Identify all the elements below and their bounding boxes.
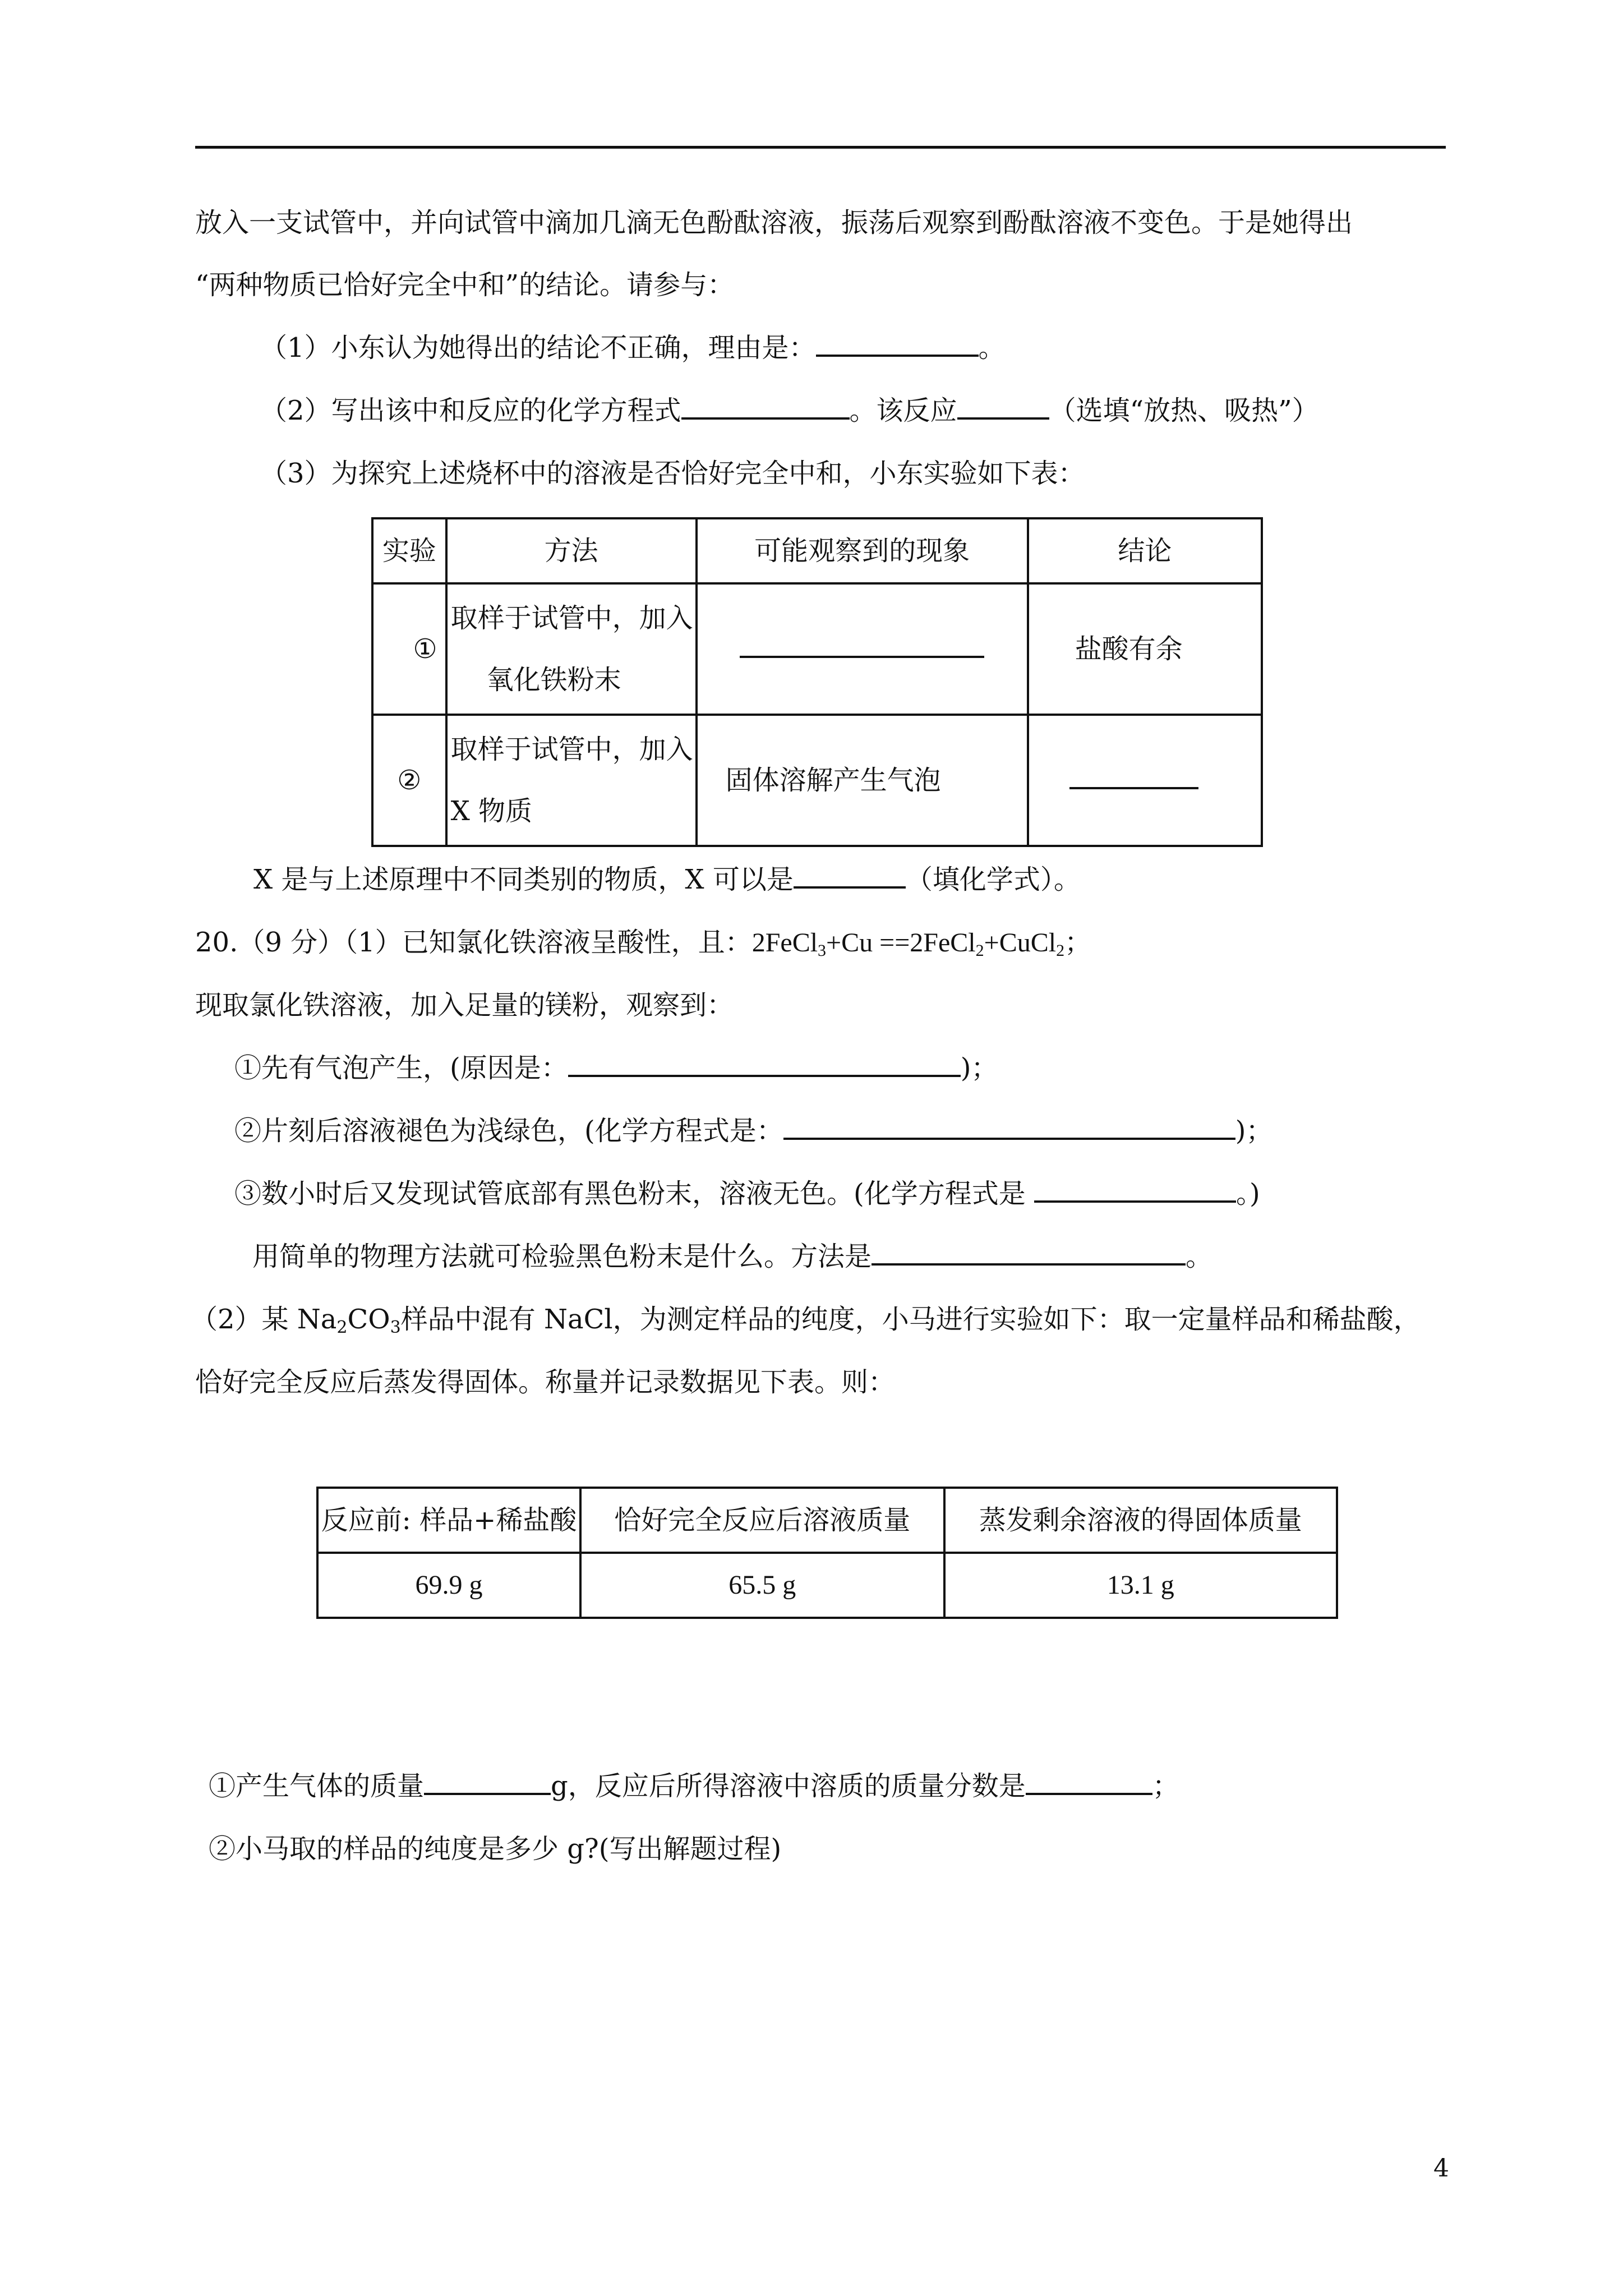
q20-header [195,924,1091,961]
q20-part2-line1 [191,1301,1421,1337]
answer-blank[interactable] [424,1768,551,1795]
physical-method-line [252,1239,1212,1274]
q19-x-text: X 是与上述原理中不同类别的物质，X 可以是 [253,864,794,895]
table-header-row [372,518,1262,583]
conclusion-cell [1028,715,1262,846]
formula-subscript: 2 [336,1318,348,1337]
observation-1-text: ①先有气泡产生，(原因是： [234,1052,568,1084]
header-rule [195,146,1446,149]
header-cell: 结论 [1028,518,1262,583]
q19-part1 [260,330,1006,366]
observation-2-suffix: )； [1235,1115,1273,1147]
answer-blank[interactable] [1026,1768,1152,1795]
method-line: X 物质 [450,795,532,827]
answer-blank[interactable] [568,1050,961,1077]
q19-part2 [260,393,1319,429]
answer-blank[interactable] [794,862,906,889]
table-row [372,583,1262,715]
text-part: 样品中混有 NaCl，为测定样品的纯度，小马进行实验如下：取一定量样品和稀盐酸， [400,1304,1421,1335]
header-cell: 蒸发剩余溶液的得固体质量 [944,1488,1337,1553]
q20-equation [752,928,1064,958]
q20-line-2: 现取氯化铁溶液，加入足量的镁粉，观察到： [195,990,734,1021]
q19-part1-suffix: 。 [978,332,1006,364]
table-header-row [317,1488,1337,1553]
experiment-table [371,517,1263,847]
row-id: ① [372,583,446,715]
table-row [372,715,1262,846]
text-part: CO [347,1304,390,1335]
q19-x-line [253,862,1081,898]
answer-blank[interactable] [957,393,1049,420]
answer-blank[interactable] [783,1113,1235,1140]
observation-1-suffix: )； [960,1052,998,1084]
q19-part2-text: （2）写出该中和反应的化学方程式 [260,395,681,426]
q20-part2-line2: 恰好完全反应后蒸发得固体。称量并记录数据见下表。则： [195,1366,896,1398]
answer-blank[interactable] [816,330,979,357]
value-cell: 69.9 g [317,1553,580,1618]
q19-part3: （3）为探究上述烧杯中的溶液是否恰好完全中和，小东实验如下表： [260,458,1085,489]
answer-1-suffix: ； [1152,1770,1179,1802]
header-cell: 方法 [446,518,697,583]
observation-3 [234,1176,1260,1212]
q19-part1-text: （1）小东认为她得出的结论不正确，理由是： [260,332,816,364]
q19-part2-suffix: （选填“放热、吸热”） [1049,395,1319,426]
q19-part2-mid: 。该反应 [849,395,957,426]
observation-2 [234,1113,1272,1149]
intro-line-1: 放入一支试管中，并向试管中滴加几滴无色酚酞溶液，振荡后观察到酚酞溶液不变色。于是她得出 [195,207,1353,238]
equation-end: ； [1064,927,1092,958]
q20-header-text: 20.（9 分）（1）已知氯化铁溶液呈酸性，且： [195,927,752,958]
observation-1 [234,1050,998,1086]
phenomenon-cell [697,583,1028,715]
answer-blank[interactable] [872,1239,1186,1266]
header-cell: 可能观察到的现象 [697,518,1028,583]
method-line: 取样于试管中，加入 [450,734,693,765]
method-line: 氧化铁粉末 [486,664,621,696]
table-row [317,1553,1337,1618]
method-line: 取样于试管中，加入 [450,602,693,634]
answer-blank[interactable] [740,631,984,658]
text-part: （2）某 Na [191,1304,337,1335]
intro-line-2: “两种物质已恰好完全中和”的结论。请参与： [195,269,735,301]
row-id: ② [372,715,446,846]
answer-1-text: ①产生气体的质量 [209,1770,425,1802]
equation-subscript: 2 [975,941,984,960]
formula-subscript: 3 [390,1318,401,1337]
header-cell: 恰好完全反应后溶液质量 [580,1488,944,1553]
page-number: 4 [1433,2154,1449,2183]
answer-blank[interactable] [1069,762,1198,789]
header-cell: 反应前: 样品+稀盐酸 [317,1488,580,1553]
method-cell [446,715,697,846]
equation-subscript: 2 [1056,941,1065,960]
equation-part: +CuCl [984,928,1057,958]
answer-line-2: ②小马取的样品的纯度是多少 g?(写出解题过程) [209,1833,782,1865]
method-cell [446,583,697,715]
phenomenon-cell: 固体溶解产生气泡 [697,715,1028,846]
physical-method-text: 用简单的物理方法就可检验黑色粉末是什么。方法是 [252,1241,872,1272]
answer-line-1 [209,1768,1179,1804]
answer-blank[interactable] [681,393,850,420]
conclusion-cell: 盐酸有余 [1028,583,1262,715]
answer-1-mid: g，反应后所得溶液中溶质的质量分数是 [551,1770,1026,1802]
physical-method-suffix: 。 [1186,1241,1213,1272]
value-cell: 65.5 g [580,1553,944,1618]
answer-blank[interactable] [1034,1176,1236,1203]
observation-3-text: ③数小时后又发现试管底部有黑色粉末，溶液无色。(化学方程式是 [234,1178,1034,1209]
observation-2-text: ②片刻后溶液褪色为浅绿色，(化学方程式是： [234,1115,783,1147]
equation-subscript: 3 [818,941,827,960]
data-table [316,1487,1338,1619]
q19-x-suffix: （填化学式）。 [905,864,1081,895]
value-cell: 13.1 g [944,1553,1337,1618]
header-cell: 实验 [372,518,446,583]
observation-3-suffix: 。) [1236,1178,1260,1209]
equation-part: 2FeCl [751,928,818,958]
equation-part: +Cu ==2FeCl [826,928,976,958]
